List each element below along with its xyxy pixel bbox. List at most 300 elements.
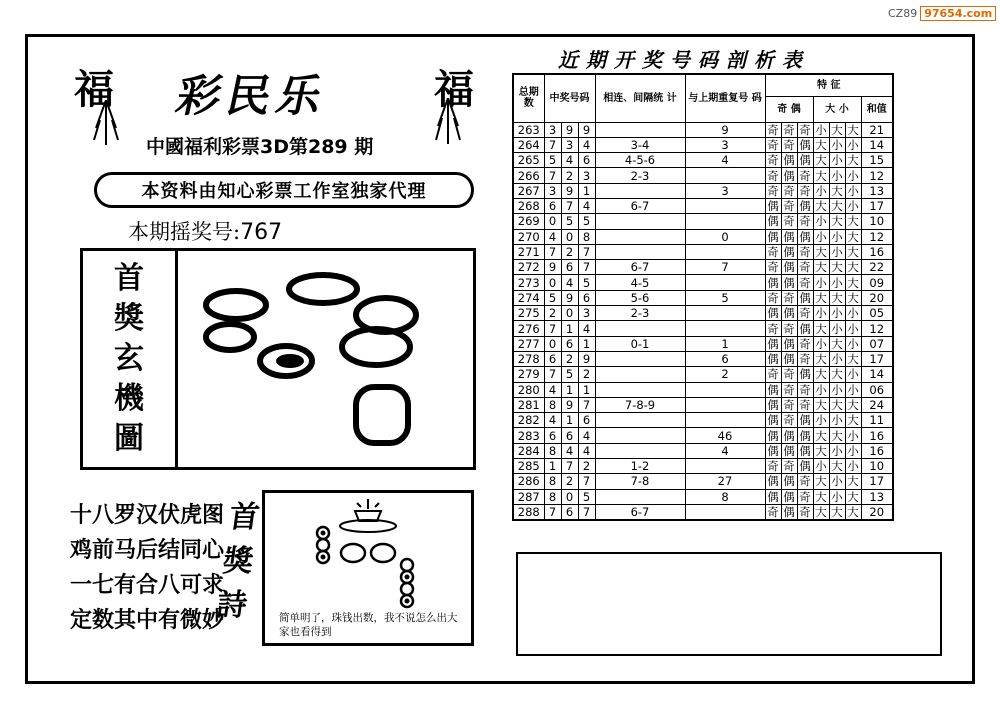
number-digit-cell: 1 (578, 183, 595, 198)
adjacent-cell: 4-5-6 (595, 153, 685, 168)
number-digit-cell: 3 (578, 306, 595, 321)
odd-even-cell: 偶 (765, 306, 781, 321)
period-cell: 275 (513, 306, 544, 321)
number-digit-cell: 7 (578, 504, 595, 520)
number-digit-cell: 1 (578, 382, 595, 397)
period-cell: 274 (513, 290, 544, 305)
period-cell: 288 (513, 504, 544, 520)
poem-line: 鸡前马后结同心 (70, 538, 225, 563)
odd-even-cell: 奇 (781, 122, 797, 137)
header-repeat: 与上期重复号 码 (685, 74, 765, 122)
period-cell: 283 (513, 428, 544, 443)
number-digit-cell: 9 (561, 397, 578, 412)
odd-even-cell: 奇 (797, 168, 813, 183)
period-cell: 280 (513, 382, 544, 397)
poem-title-char: 獎 (220, 544, 256, 579)
odd-even-cell: 偶 (797, 137, 813, 152)
number-digit-cell: 0 (561, 306, 578, 321)
number-digit-cell: 8 (578, 229, 595, 244)
big-small-cell: 大 (845, 229, 861, 244)
repeat-cell (685, 397, 765, 412)
table-row (513, 137, 893, 152)
odd-even-cell: 奇 (797, 122, 813, 137)
number-digit-cell: 3 (544, 183, 561, 198)
sum-cell: 17 (861, 198, 893, 213)
sum-cell: 13 (861, 489, 893, 504)
odd-even-cell: 奇 (797, 474, 813, 489)
odd-even-cell: 偶 (797, 229, 813, 244)
poem-line: 十八罗汉伏虎图 (70, 503, 225, 528)
big-small-cell: 大 (829, 336, 845, 351)
adjacent-cell: 2-3 (595, 168, 685, 183)
big-small-cell: 大 (845, 474, 861, 489)
number-digit-cell: 7 (578, 244, 595, 259)
adjacent-cell (595, 489, 685, 504)
repeat-cell: 3 (685, 183, 765, 198)
odd-even-cell: 偶 (781, 504, 797, 520)
repeat-cell: 27 (685, 474, 765, 489)
adjacent-cell (595, 443, 685, 458)
big-small-cell: 大 (813, 474, 829, 489)
big-small-cell: 小 (829, 413, 845, 428)
odd-even-cell: 偶 (781, 168, 797, 183)
adjacent-cell: 7-8-9 (595, 397, 685, 412)
odd-even-cell: 偶 (797, 413, 813, 428)
poem-title-char: 詩 (214, 588, 250, 623)
big-small-cell: 大 (813, 489, 829, 504)
big-small-cell: 小 (829, 306, 845, 321)
period-cell: 270 (513, 229, 544, 244)
odd-even-cell: 奇 (781, 367, 797, 382)
big-small-cell: 小 (813, 413, 829, 428)
big-small-cell: 小 (845, 428, 861, 443)
number-digit-cell: 4 (578, 198, 595, 213)
repeat-cell: 8 (685, 489, 765, 504)
number-digit-cell: 6 (578, 413, 595, 428)
number-digit-cell: 2 (578, 367, 595, 382)
number-digit-cell: 9 (561, 290, 578, 305)
big-small-cell: 小 (829, 351, 845, 366)
table-row (513, 275, 893, 290)
table-row (513, 351, 893, 366)
history-table (512, 73, 894, 521)
repeat-cell: 4 (685, 153, 765, 168)
period-cell: 286 (513, 474, 544, 489)
odd-even-cell: 奇 (781, 321, 797, 336)
adjacent-cell: 3-4 (595, 137, 685, 152)
odd-even-cell: 奇 (797, 504, 813, 520)
sum-cell: 06 (861, 382, 893, 397)
number-digit-cell: 5 (561, 214, 578, 229)
sum-cell: 20 (861, 290, 893, 305)
odd-even-cell: 奇 (797, 336, 813, 351)
number-digit-cell: 6 (578, 290, 595, 305)
odd-even-cell: 奇 (765, 244, 781, 259)
odd-even-cell: 奇 (781, 413, 797, 428)
header-big-small: 大 小 (813, 96, 861, 122)
big-small-cell: 小 (829, 489, 845, 504)
number-digit-cell: 4 (561, 443, 578, 458)
watermark-prefix: CZ89 (888, 6, 918, 20)
big-small-cell: 小 (813, 183, 829, 198)
odd-even-cell: 奇 (781, 183, 797, 198)
number-digit-cell: 7 (561, 459, 578, 474)
period-cell: 264 (513, 137, 544, 152)
big-small-cell: 大 (829, 198, 845, 213)
number-digit-cell: 6 (561, 428, 578, 443)
odd-even-cell: 奇 (765, 367, 781, 382)
odd-even-cell: 奇 (765, 153, 781, 168)
adjacent-cell (595, 367, 685, 382)
repeat-cell (685, 244, 765, 259)
big-small-cell: 小 (845, 137, 861, 152)
sum-cell: 07 (861, 336, 893, 351)
odd-even-cell: 奇 (797, 306, 813, 321)
period-cell: 284 (513, 443, 544, 458)
odd-even-cell: 奇 (781, 137, 797, 152)
big-small-cell: 小 (829, 137, 845, 152)
number-digit-cell: 4 (544, 382, 561, 397)
number-digit-cell: 5 (578, 214, 595, 229)
fu-right: 福 (434, 66, 474, 113)
sum-cell: 17 (861, 351, 893, 366)
adjacent-cell (595, 244, 685, 259)
big-small-cell: 大 (813, 244, 829, 259)
number-digit-cell: 2 (578, 459, 595, 474)
prize-puzzle-panel (80, 248, 476, 470)
odd-even-cell: 偶 (781, 229, 797, 244)
table-row (513, 244, 893, 259)
adjacent-cell (595, 183, 685, 198)
sum-cell: 15 (861, 153, 893, 168)
big-small-cell: 小 (845, 459, 861, 474)
adjacent-cell (595, 321, 685, 336)
odd-even-cell: 奇 (797, 183, 813, 198)
number-digit-cell: 6 (561, 336, 578, 351)
big-small-cell: 大 (845, 153, 861, 168)
repeat-cell: 6 (685, 351, 765, 366)
odd-even-cell: 偶 (781, 351, 797, 366)
adjacent-cell (595, 428, 685, 443)
repeat-cell: 4 (685, 443, 765, 458)
odd-even-cell: 偶 (781, 489, 797, 504)
adjacent-cell (595, 382, 685, 397)
sum-cell: 24 (861, 397, 893, 412)
odd-even-cell: 偶 (765, 275, 781, 290)
number-digit-cell: 4 (578, 443, 595, 458)
big-small-cell: 小 (813, 459, 829, 474)
number-digit-cell: 1 (544, 459, 561, 474)
number-digit-cell: 3 (561, 137, 578, 152)
big-small-cell: 小 (845, 367, 861, 382)
number-digit-cell: 8 (544, 474, 561, 489)
table-row (513, 413, 893, 428)
adjacent-cell: 7-8 (595, 474, 685, 489)
notes-box (516, 552, 942, 656)
odd-even-cell: 奇 (797, 351, 813, 366)
big-small-cell: 大 (845, 214, 861, 229)
draw-number: 767 (240, 220, 283, 245)
odd-even-cell: 偶 (781, 306, 797, 321)
big-small-cell: 大 (829, 397, 845, 412)
table-row (513, 397, 893, 412)
big-small-cell: 大 (813, 321, 829, 336)
puzzle-title-char: 玄 (114, 341, 144, 376)
number-digit-cell: 4 (544, 229, 561, 244)
odd-even-cell: 偶 (781, 443, 797, 458)
repeat-cell: 46 (685, 428, 765, 443)
number-digit-cell: 7 (544, 244, 561, 259)
odd-even-cell: 奇 (781, 214, 797, 229)
number-digit-cell: 5 (544, 153, 561, 168)
sum-cell: 12 (861, 168, 893, 183)
number-digit-cell: 7 (544, 367, 561, 382)
odd-even-cell: 奇 (765, 504, 781, 520)
puzzle-rings-graphic (178, 251, 474, 467)
odd-even-cell: 奇 (765, 260, 781, 275)
big-small-cell: 小 (829, 382, 845, 397)
odd-even-cell: 奇 (797, 214, 813, 229)
odd-even-cell: 偶 (765, 198, 781, 213)
number-digit-cell: 9 (544, 260, 561, 275)
number-digit-cell: 5 (561, 367, 578, 382)
number-digit-cell: 2 (561, 474, 578, 489)
header-period: 总期数 (513, 74, 544, 122)
number-digit-cell: 4 (578, 137, 595, 152)
period-cell: 285 (513, 459, 544, 474)
odd-even-cell: 偶 (797, 443, 813, 458)
big-small-cell: 小 (829, 168, 845, 183)
table-row (513, 229, 893, 244)
big-small-cell: 小 (829, 275, 845, 290)
odd-even-cell: 奇 (797, 397, 813, 412)
repeat-cell (685, 413, 765, 428)
number-digit-cell: 7 (544, 321, 561, 336)
poem-line: 定数其中有微妙 (70, 608, 225, 633)
repeat-cell (685, 214, 765, 229)
odd-even-cell: 偶 (797, 290, 813, 305)
big-small-cell: 大 (829, 183, 845, 198)
header-number: 中奖号码 (544, 74, 595, 122)
big-small-cell: 大 (845, 351, 861, 366)
adjacent-cell: 0-1 (595, 336, 685, 351)
odd-even-cell: 偶 (797, 367, 813, 382)
number-digit-cell: 3 (544, 122, 561, 137)
big-small-cell: 小 (829, 474, 845, 489)
odd-even-cell: 偶 (765, 474, 781, 489)
odd-even-cell: 奇 (765, 183, 781, 198)
period-cell: 279 (513, 367, 544, 382)
big-small-cell: 大 (845, 489, 861, 504)
odd-even-cell: 偶 (797, 428, 813, 443)
repeat-cell (685, 275, 765, 290)
big-small-cell: 大 (813, 428, 829, 443)
header-adjacent: 相连、间隔统 计 (595, 74, 685, 122)
number-digit-cell: 9 (561, 122, 578, 137)
big-small-cell: 小 (845, 168, 861, 183)
adjacent-cell (595, 214, 685, 229)
puzzle-title-char: 首 (114, 261, 144, 296)
sum-cell: 11 (861, 413, 893, 428)
big-small-cell: 大 (845, 260, 861, 275)
number-digit-cell: 2 (561, 168, 578, 183)
repeat-cell: 7 (685, 260, 765, 275)
big-small-cell: 大 (813, 168, 829, 183)
repeat-cell: 1 (685, 336, 765, 351)
big-small-cell: 大 (829, 214, 845, 229)
odd-even-cell: 偶 (781, 153, 797, 168)
number-digit-cell: 2 (561, 351, 578, 366)
table-row (513, 459, 893, 474)
big-small-cell: 大 (845, 504, 861, 520)
big-small-cell: 小 (813, 306, 829, 321)
period-cell: 281 (513, 397, 544, 412)
period-cell: 272 (513, 260, 544, 275)
number-digit-cell: 2 (544, 306, 561, 321)
period-cell: 278 (513, 351, 544, 366)
number-digit-cell: 6 (544, 351, 561, 366)
adjacent-cell: 2-3 (595, 306, 685, 321)
period-cell: 268 (513, 198, 544, 213)
repeat-cell: 0 (685, 229, 765, 244)
adjacent-cell: 4-5 (595, 275, 685, 290)
big-small-cell: 小 (829, 443, 845, 458)
number-digit-cell: 7 (544, 137, 561, 152)
number-digit-cell: 4 (578, 428, 595, 443)
repeat-cell (685, 459, 765, 474)
poem-title-char: 首 (226, 500, 262, 535)
repeat-cell (685, 198, 765, 213)
big-small-cell: 大 (829, 428, 845, 443)
sum-cell: 21 (861, 122, 893, 137)
table-row (513, 153, 893, 168)
number-digit-cell: 5 (578, 275, 595, 290)
number-digit-cell: 9 (578, 351, 595, 366)
adjacent-cell: 6-7 (595, 260, 685, 275)
header-odd-even: 奇 偶 (765, 96, 813, 122)
number-digit-cell: 5 (544, 290, 561, 305)
odd-even-cell: 偶 (765, 428, 781, 443)
number-digit-cell: 1 (578, 336, 595, 351)
big-small-cell: 小 (829, 244, 845, 259)
table-row (513, 168, 893, 183)
agency-banner: 本资料由知心彩票工作室独家代理 (94, 172, 474, 208)
number-digit-cell: 0 (544, 214, 561, 229)
number-digit-cell: 4 (544, 413, 561, 428)
repeat-cell (685, 168, 765, 183)
adjacent-cell (595, 229, 685, 244)
odd-even-cell: 偶 (797, 198, 813, 213)
number-digit-cell: 8 (544, 443, 561, 458)
big-small-cell: 小 (845, 382, 861, 397)
odd-even-cell: 奇 (765, 168, 781, 183)
period-cell: 287 (513, 489, 544, 504)
odd-even-cell: 偶 (765, 214, 781, 229)
odd-even-cell: 偶 (781, 260, 797, 275)
period-cell: 273 (513, 275, 544, 290)
adjacent-cell (595, 351, 685, 366)
number-digit-cell: 7 (544, 168, 561, 183)
odd-even-cell: 奇 (797, 244, 813, 259)
odd-even-cell: 偶 (765, 229, 781, 244)
adjacent-cell: 6-7 (595, 198, 685, 213)
odd-even-cell: 偶 (781, 336, 797, 351)
odd-even-cell: 偶 (765, 351, 781, 366)
page-title: 彩民乐 (171, 71, 333, 122)
header-sum: 和值 (861, 96, 893, 122)
odd-even-cell: 奇 (797, 275, 813, 290)
number-digit-cell: 8 (544, 489, 561, 504)
repeat-cell (685, 504, 765, 520)
watermark-site[interactable]: 97654.com (920, 6, 996, 21)
table-row (513, 260, 893, 275)
poem-line: 一七有合八可求 (70, 573, 225, 598)
draw-number-line (128, 216, 282, 246)
number-digit-cell: 9 (578, 122, 595, 137)
table-row (513, 428, 893, 443)
sum-cell: 05 (861, 306, 893, 321)
number-digit-cell: 7 (578, 260, 595, 275)
big-small-cell: 大 (845, 275, 861, 290)
repeat-cell: 9 (685, 122, 765, 137)
odd-even-cell: 奇 (765, 122, 781, 137)
number-digit-cell: 0 (544, 275, 561, 290)
odd-even-cell: 偶 (765, 489, 781, 504)
sum-cell: 20 (861, 504, 893, 520)
puzzle-title-char: 機 (114, 381, 144, 416)
number-digit-cell: 0 (561, 229, 578, 244)
big-small-cell: 大 (829, 459, 845, 474)
sum-cell: 12 (861, 229, 893, 244)
sum-cell: 16 (861, 244, 893, 259)
adjacent-cell: 5-6 (595, 290, 685, 305)
period-cell: 282 (513, 413, 544, 428)
repeat-cell (685, 321, 765, 336)
table-row (513, 443, 893, 458)
odd-even-cell: 奇 (765, 459, 781, 474)
table-row (513, 198, 893, 213)
repeat-cell: 2 (685, 367, 765, 382)
number-digit-cell: 7 (561, 198, 578, 213)
big-small-cell: 小 (845, 306, 861, 321)
table-row (513, 290, 893, 305)
odd-even-cell: 偶 (797, 153, 813, 168)
table-row (513, 122, 893, 137)
number-digit-cell: 4 (561, 153, 578, 168)
odd-even-cell: 奇 (797, 382, 813, 397)
big-small-cell: 大 (845, 397, 861, 412)
adjacent-cell (595, 413, 685, 428)
issue-line: 中國福利彩票3D第289 期 (146, 136, 374, 158)
big-small-cell: 大 (813, 153, 829, 168)
odd-even-cell: 奇 (781, 198, 797, 213)
odd-even-cell: 偶 (765, 336, 781, 351)
number-digit-cell: 6 (561, 504, 578, 520)
odd-even-cell: 偶 (765, 413, 781, 428)
sum-cell: 12 (861, 321, 893, 336)
period-cell: 269 (513, 214, 544, 229)
table-row (513, 504, 893, 520)
number-digit-cell: 5 (578, 489, 595, 504)
table-row (513, 214, 893, 229)
table-row (513, 489, 893, 504)
number-digit-cell: 6 (578, 153, 595, 168)
number-digit-cell: 1 (561, 321, 578, 336)
big-small-cell: 小 (829, 153, 845, 168)
puzzle-title (83, 259, 175, 459)
number-digit-cell: 4 (561, 275, 578, 290)
number-digit-cell: 9 (561, 183, 578, 198)
